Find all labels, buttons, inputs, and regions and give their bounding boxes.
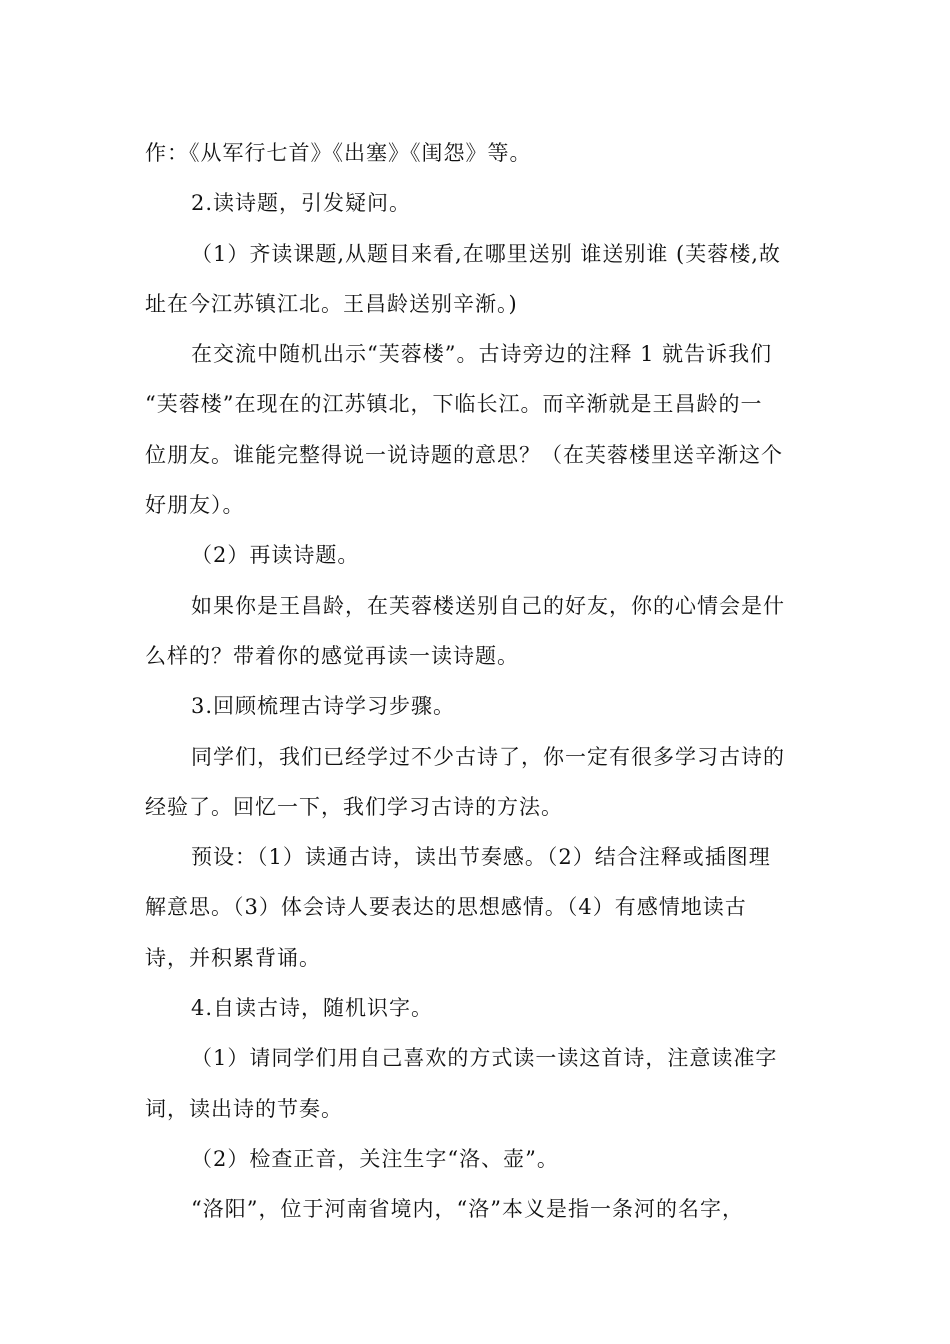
text-line: 诗，并积累背诵。 (145, 945, 321, 970)
text-line: 位朋友。谁能完整得说一说诗题的意思？（在芙蓉楼里送辛渐这个 (145, 442, 783, 467)
text-line: 作：《从军行七首》《出塞》《闺怨》等。 (145, 141, 532, 165)
text-line: 在交流中随机出示“芙蓉楼”。古诗旁边的注释 1 就告诉我们 (191, 342, 773, 367)
text-line: （1）请同学们用自己喜欢的方式读一读这首诗，注意读准字 (191, 1046, 778, 1071)
text-line: 2.读诗题，引发疑问。 (191, 191, 412, 216)
text-line: 经验了。回忆一下，我们学习古诗的方法。 (145, 794, 563, 819)
text-line: 4.自读古诗，随机识字。 (191, 996, 434, 1021)
text-line: “芙蓉楼”在现在的江苏镇北，下临长江。而辛渐就是王昌龄的一 (145, 392, 763, 417)
text-line: 3.回顾梳理古诗学习步骤。 (191, 694, 456, 719)
text-line: 解意思。（3）体会诗人要表达的思想感情。（4）有感情地读古 (145, 895, 747, 920)
text-line: 词，读出诗的节奏。 (145, 1096, 343, 1121)
text-line: （1）齐读课题,从题目来看,在哪里送别 谁送别谁 (芙蓉楼,故 (191, 241, 781, 266)
text-line: 好朋友）。 (145, 493, 245, 518)
document-body (145, 128, 807, 1235)
text-line: 如果你是王昌龄，在芙蓉楼送别自己的好友，你的心情会是什 (191, 593, 785, 618)
text-line: 址在今江苏镇江北。王昌龄送别辛渐。) (145, 291, 518, 316)
text-line: （2）再读诗题。 (191, 543, 360, 568)
text-line: 预设：（1）读通古诗，读出节奏感。（2）结合注释或插图理 (191, 845, 771, 870)
text-line: 么样的？带着你的感觉再读一读诗题。 (145, 643, 519, 668)
text-line: 同学们，我们已经学过不少古诗了，你一定有很多学习古诗的 (191, 744, 785, 769)
text-line: （2）检查正音，关注生字“洛、壶”。 (191, 1146, 559, 1171)
text-line: “洛阳”，位于河南省境内，“洛”本义是指一条河的名字， (191, 1197, 744, 1222)
